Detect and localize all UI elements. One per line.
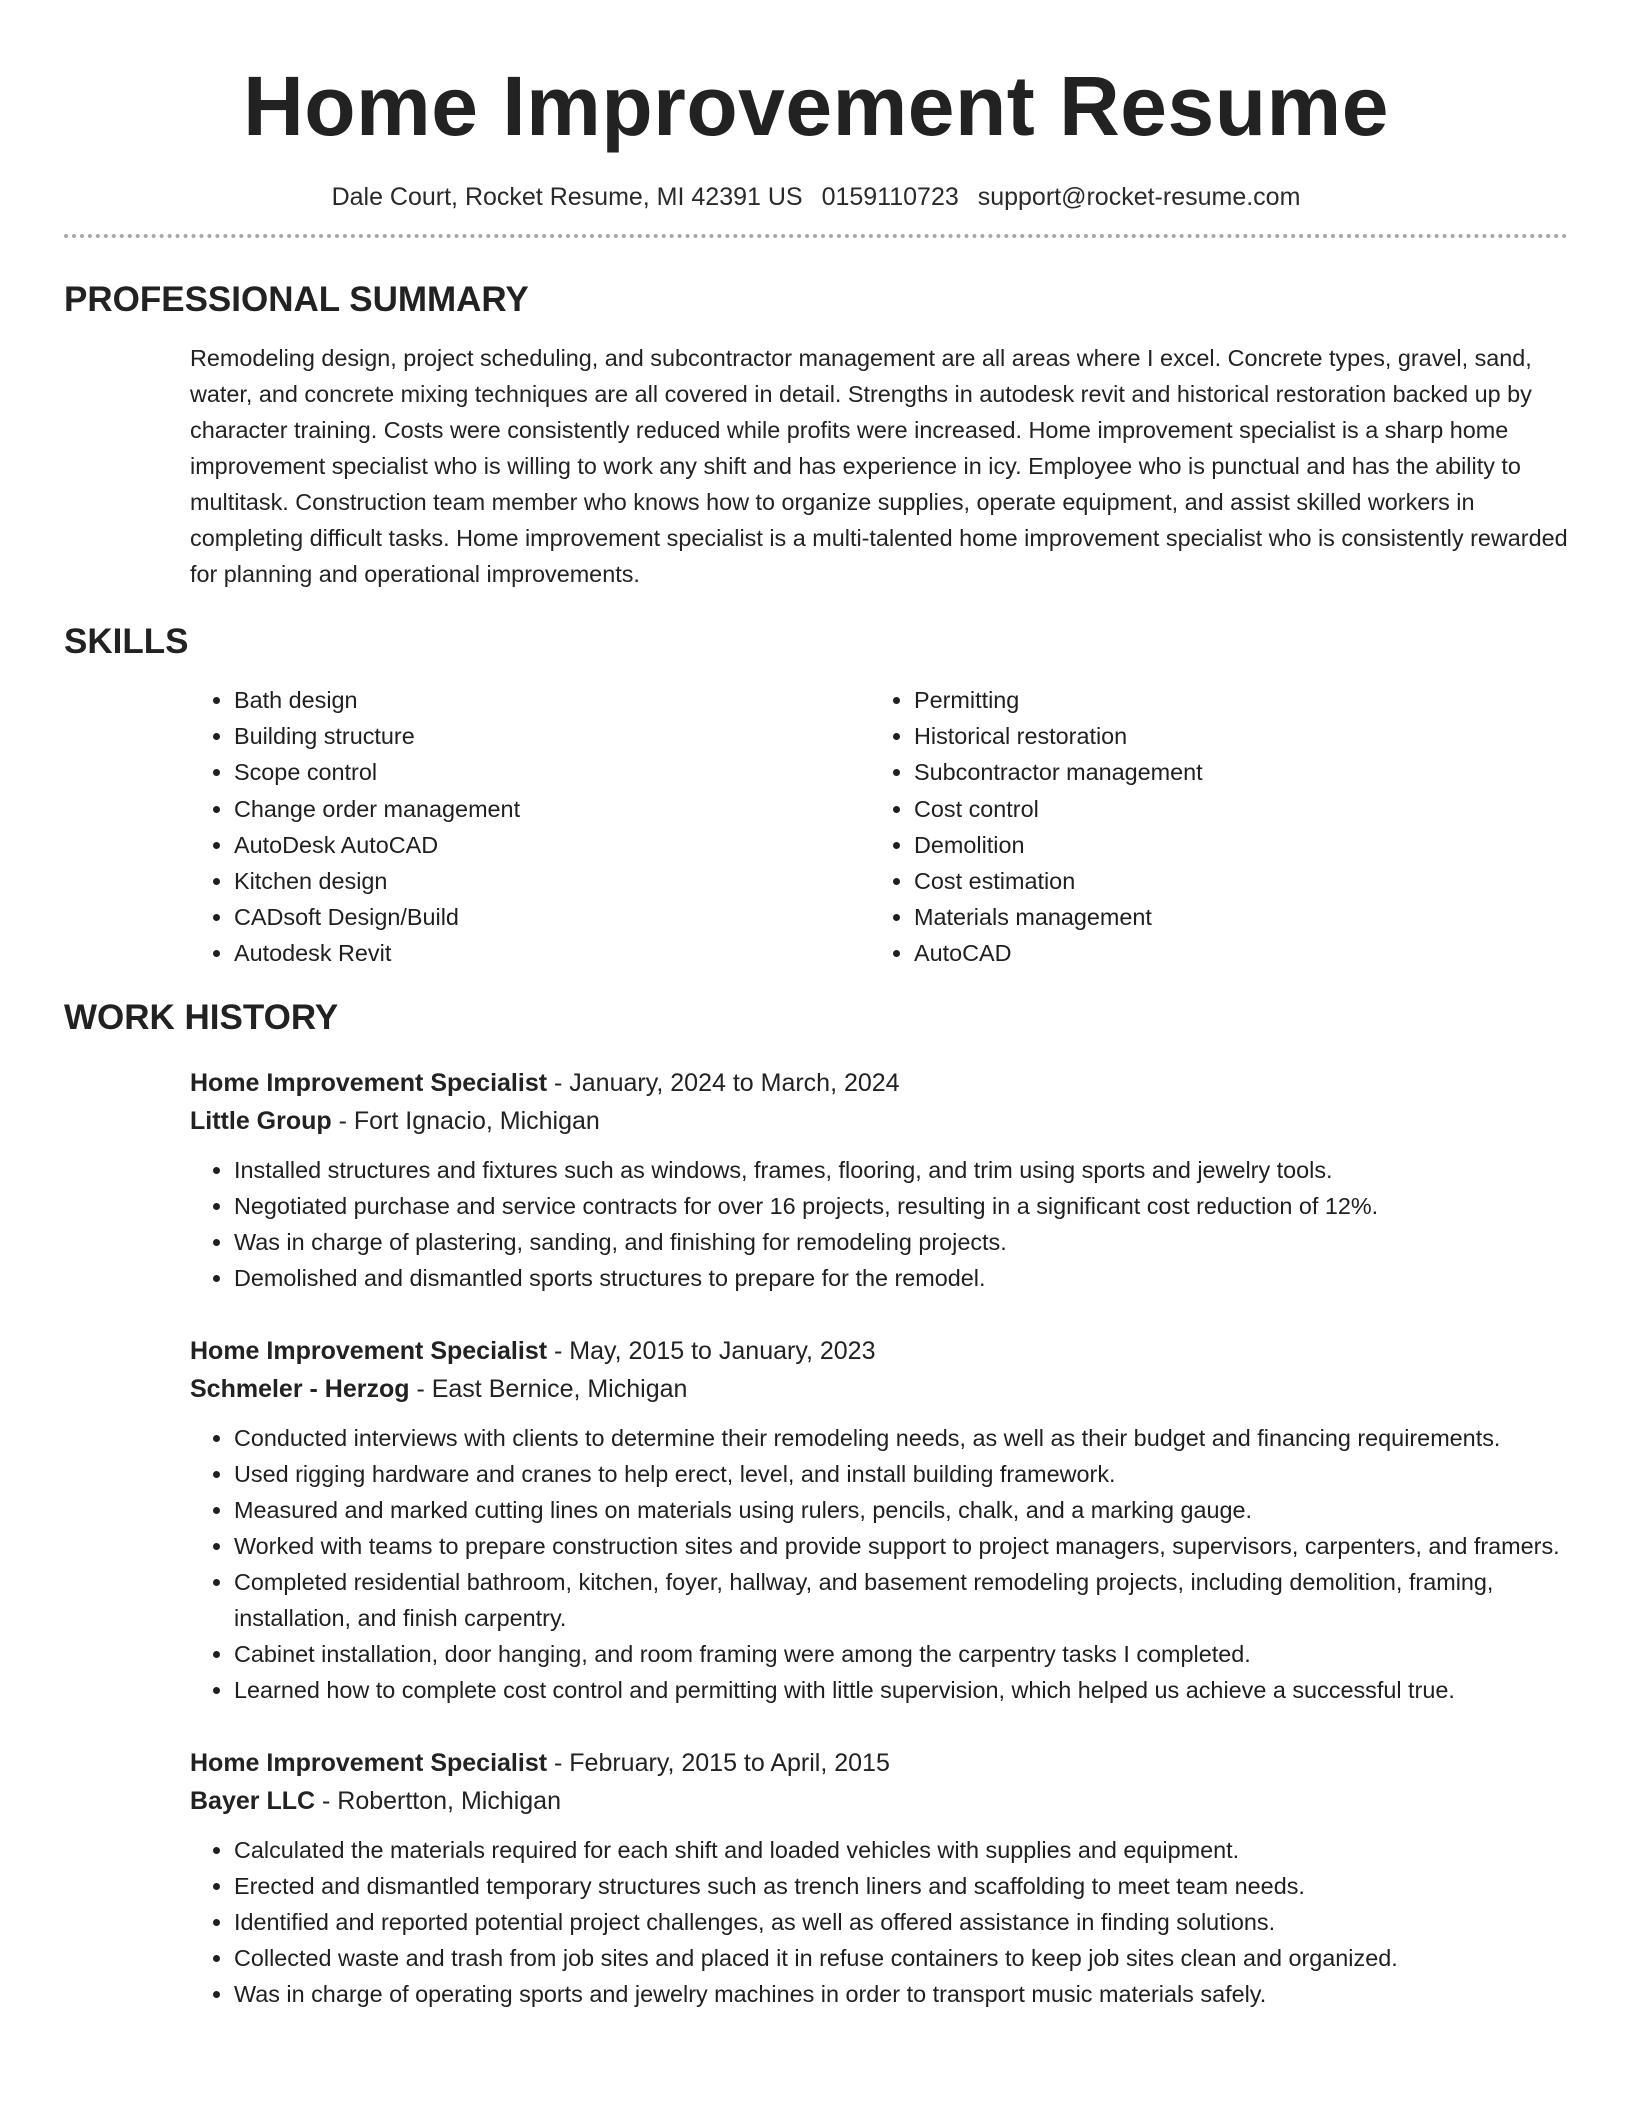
- skill-item: • Change order management: [234, 791, 870, 827]
- contact-phone: 0159110723: [821, 183, 959, 211]
- job-bullet: • Demolished and dismantled sports structures to prepare for the remodel.: [234, 1260, 1568, 1296]
- job-bullet: • Negotiated purchase and service contracts for over 16 projects, resulting in a significant cost reduction of 12%.: [234, 1188, 1568, 1224]
- work-history-heading: WORK HISTORY: [64, 997, 339, 1037]
- job-company-line: [190, 1102, 1568, 1140]
- skill-item: • Kitchen design: [234, 863, 870, 899]
- summary-text: Remodeling design, project scheduling, and subcontractor management are all areas where I excel. Concrete types, gravel, sand, water, and concrete mixing techniques are all covered in detail. Strengths in autodesk revit and historical restoration backed up by character training. Costs were consistently reduced while profits were increased. Home improvement specialist is a sharp home improvement specialist who is willing to work any shift and has experience in icy. Employee who is punctual and has the ability to multitask. Construction team member who knows how to organize supplies, operate equipment, and assist skilled workers in completing difficult tasks. Home improvement specialist is a multi-talented home improvement specialist who is consistently rewarded for planning and operational improvements.: [190, 345, 1568, 587]
- job-bullet: • Identified and reported potential project challenges, as well as offered assistance in finding solutions.: [234, 1904, 1568, 1940]
- skill-item: • Building structure: [234, 718, 870, 754]
- job-bullet: • Cabinet installation, door hanging, and room framing were among the carpentry tasks I completed.: [234, 1636, 1568, 1672]
- job-dates: - January, 2024 to March, 2024: [547, 1068, 900, 1097]
- skill-item: • Subcontractor management: [914, 754, 1550, 790]
- job-location: - Robertton, Michigan: [315, 1786, 561, 1815]
- job-bullet: • Worked with teams to prepare construction sites and provide support to project managers, supervisors, carpenters, and framers.: [234, 1528, 1568, 1564]
- skill-item: • Cost estimation: [914, 863, 1550, 899]
- header-divider: [64, 234, 1568, 238]
- job-bullet: • Calculated the materials required for each shift and loaded vehicles with supplies and equipment.: [234, 1832, 1568, 1868]
- job-entry: [190, 1332, 1568, 1708]
- job-role: Home Improvement Specialist: [190, 1068, 548, 1097]
- job-entry: [190, 1064, 1568, 1296]
- job-bullets: [190, 1420, 1568, 1708]
- job-bullet: • Used rigging hardware and cranes to help erect, level, and install building framework.: [234, 1456, 1568, 1492]
- job-bullets: [190, 1832, 1568, 2012]
- job-role-line: [190, 1744, 1568, 1782]
- summary-heading: PROFESSIONAL SUMMARY: [64, 280, 529, 319]
- skill-item: • AutoCAD: [914, 935, 1550, 971]
- job-location: - East Bernice, Michigan: [409, 1374, 688, 1403]
- skill-item: • Permitting: [914, 682, 1550, 718]
- job-company-line: [190, 1782, 1568, 1820]
- job-bullet: • Measured and marked cutting lines on materials using rulers, pencils, chalk, and a marking gauge.: [234, 1492, 1568, 1528]
- contact-line: [64, 182, 1568, 212]
- skill-item: • Scope control: [234, 754, 870, 790]
- skill-item: • CADsoft Design/Build: [234, 899, 870, 935]
- job-company: Bayer LLC: [190, 1786, 316, 1815]
- job-bullet: • Was in charge of operating sports and jewelry machines in order to transport music materials safely.: [234, 1976, 1568, 2012]
- job-bullet: • Installed structures and fixtures such as windows, frames, flooring, and trim using sports and jewelry tools.: [234, 1152, 1568, 1188]
- contact-address: Dale Court, Rocket Resume, MI 42391 US: [331, 183, 803, 211]
- resume-page: [64, 0, 1568, 2012]
- job-company-line: [190, 1370, 1568, 1408]
- job-bullet: • Erected and dismantled temporary structures such as trench liners and scaffolding to meet team needs.: [234, 1868, 1568, 1904]
- job-company: Schmeler - Herzog: [190, 1374, 410, 1403]
- skill-item: • Demolition: [914, 827, 1550, 863]
- skill-item: • AutoDesk AutoCAD: [234, 827, 870, 863]
- job-entry: [190, 1744, 1568, 2012]
- job-bullets: [190, 1152, 1568, 1296]
- resume-title: Home Improvement Resume: [243, 59, 1389, 153]
- job-bullet: • Collected waste and trash from job sites and placed it in refuse containers to keep job sites clean and organized.: [234, 1940, 1568, 1976]
- skills-left-list: [190, 682, 870, 972]
- job-company: Little Group: [190, 1106, 332, 1135]
- skills-columns: [190, 682, 1568, 972]
- job-role: Home Improvement Specialist: [190, 1748, 548, 1777]
- skill-item: • Materials management: [914, 899, 1550, 935]
- job-role: Home Improvement Specialist: [190, 1336, 548, 1365]
- skill-item: • Bath design: [234, 682, 870, 718]
- skill-item: • Cost control: [914, 791, 1550, 827]
- skill-item: • Autodesk Revit: [234, 935, 870, 971]
- contact-email: support@rocket-resume.com: [977, 183, 1301, 211]
- job-bullet: • Completed residential bathroom, kitchen, foyer, hallway, and basement remodeling projects, including demolition, framing, installation, and finish carpentry.: [234, 1564, 1568, 1636]
- job-location: - Fort Ignacio, Michigan: [331, 1106, 600, 1135]
- skill-item: • Historical restoration: [914, 718, 1550, 754]
- job-bullet: • Was in charge of plastering, sanding, and finishing for remodeling projects.: [234, 1224, 1568, 1260]
- job-dates: - February, 2015 to April, 2015: [547, 1748, 890, 1777]
- job-bullet: • Conducted interviews with clients to determine their remodeling needs, as well as their budget and financing requirements.: [234, 1420, 1568, 1456]
- skills-heading: SKILLS: [64, 622, 189, 661]
- job-role-line: [190, 1332, 1568, 1370]
- skills-right-list: [870, 682, 1550, 972]
- job-dates: - May, 2015 to January, 2023: [547, 1336, 876, 1365]
- job-role-line: [190, 1064, 1568, 1102]
- job-bullet: • Learned how to complete cost control and permitting with little supervision, which helped us achieve a successful true.: [234, 1672, 1568, 1708]
